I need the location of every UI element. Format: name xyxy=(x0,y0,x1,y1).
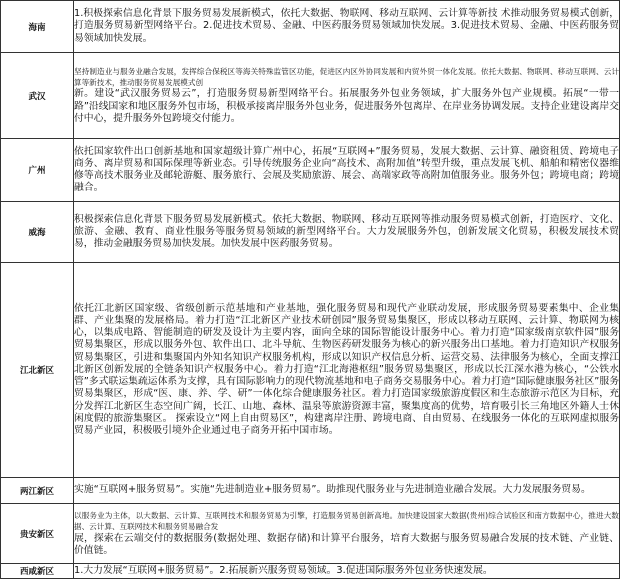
description-cell xyxy=(74,53,620,139)
table-row xyxy=(1,202,620,263)
region-cell: 西咸新区 xyxy=(1,564,74,579)
description-cell xyxy=(74,139,620,202)
table-row xyxy=(1,139,620,202)
description-text: 积极探索信息化背景下服务贸易发展新模式。依托大数据、物联网、移动互联网等推动服务贸易模式创新，打造医疗、文化、旅游、金融、教育、商业性服务等服务贸易领域的新型网络平台。大力发展服务外包，创新发展文化贸易，积极发展技术贸易，推动金融服务贸易加快发展。加快发展中医药服务贸易。 xyxy=(74,213,619,250)
table-row xyxy=(1,263,620,478)
description-text: 新。建设“武汉服务贸易云”，打造服务贸易新型网络平台。拓展服务外包业务领域，扩大服务外包产业规模。拓展“一带一路”沿线国家和地区服务外包市场，积极承接离岸服务外包业务，促进服务外包离岸、在岸业务协调发展。支持企业建设离岸交付中心，提升服务外包跨境交付能力。 xyxy=(74,88,619,124)
region-cell: 威海 xyxy=(1,202,74,263)
description-text: 展，探索在云端交付的数据服务(数据处理、数据存储)和计算平台服务，培育大数据与服务贸易融合发展的技术链、产业链、价值链。 xyxy=(74,532,619,556)
table-row xyxy=(1,504,620,564)
description-cell xyxy=(74,504,620,564)
description-text: 实施“互联网+服务贸易”。实施“先进制造业+服务贸易”。助推现代服务业与先进制造业融合发展。大力发展服务贸易。 xyxy=(74,484,591,496)
description-text-small: 以服务业为主体，以大数据、云计算、互联网技术和服务贸易为引擎，打造服务贸易创新高地。加快建设国家大数据(贵州)综合试验区和南方数据中心，推进大数据、云计算、互联网技术和服务贸易融合发 xyxy=(74,511,619,532)
description-text: 依托江北新区国家级、省级创新示范基地和产业基地，强化服务贸易和现代产业联动发展，形成服务贸易要素集中、企业集群、产业集聚的发展格局。着力打造“江北新区产业技术研创园”服务贸易集聚区，形成以移动互联网、云计算、物联网为核心，以集成电路、智能制造的研发及设计为主要内容，面向全球的国际智能设计服务中心。着力打造“国家级南京软件园”服务贸易集聚区，形成以服务外包、软件出口、北斗导航、生物医药研发服务为核心的新兴服务出口基地。着力打造知识产权服务贸易集聚区，引进和集聚国内外知名知识产权服务机构，形成以知识产权信息分析、运营交易、法律服务为核心，全面支撑江北新区创新发展的全链条知识产权服务中心。着力打造“江北海港枢纽”服务贸易集聚区，形成以长江深水港为核心，“公铁水管”多式联运集疏运体系为支撑，具有国际影响力的现代物流基地和电子商务交易服务中心。着力打造“国际健康服务社区”服务贸易集聚区，形成“医、康、养、学、研”一体化综合健康服务社区。着力打造国家级旅游度假区和生态旅游示范区为目标，充分发挥江北新区生态空间广阔，长江、山地、森林、温泉等旅游资源丰富，聚集度高的优势，培育吸引长三角地区外籍人士休闲度假的旅游集聚区。 探索设立“网上自由贸易区”，构建离岸注册、跨境电商、自由贸易、在线服务一体化的互联网虚拟服务贸易产业园，积极吸引境外企业通过电子商务开拓中国市场。 xyxy=(74,302,619,436)
description-cell xyxy=(74,263,620,478)
description-cell xyxy=(74,202,620,263)
description-text: 依托国家软件出口创新基地和国家超级计算广州中心，拓展“互联网+”服务贸易，发展大数据、云计算、融资租赁、跨境电子商务、离岸贸易和国际保理等新业态。引导传统服务企业向“高技术、高附加值”转型升级，重点发展飞机、船舶和精密仪器维修等高技术服务业及邮轮游艇、服务旅行、会展及奖励旅游、展会、高端家政等高附加值服务业。服务外包；跨境电商；跨境融合。 xyxy=(74,145,619,194)
description-text: 1.积极探索信息化背景下服务贸易发展新模式，依托大数据、物联网、移动互联网、云计算等新技 术推动服务贸易模式创新，打造服务贸易新型网络平台。2.促进技术贸易、金融、中医药服务贸易领域加快发展。3.促进技术贸易、金融、中医药服务贸易领域加快发展。 xyxy=(74,8,619,44)
table-row xyxy=(1,564,620,579)
table-row xyxy=(1,478,620,504)
region-cell: 武汉 xyxy=(1,53,74,139)
description-cell xyxy=(74,1,620,53)
description-cell xyxy=(74,564,620,579)
region-cell: 广州 xyxy=(1,139,74,202)
region-cell: 江北新区 xyxy=(1,263,74,478)
region-cell: 贵安新区 xyxy=(1,504,74,564)
description-text-small: 坚持制造业与服务业融合发展，发挥综合保税区等海关特殊监管区功能，促进区内区外协同发展和内贸外贸一体化发展。依托大数据、物联网、移动互联网、云计算等新技术，推动服务贸易发展模式创 xyxy=(74,66,619,88)
table-row xyxy=(1,53,620,139)
region-cell: 海南 xyxy=(1,1,74,53)
description-text: 1.大力发展“互联网+服务贸易”。2.拓展新兴服务贸易领域。3.促进国际服务外包业务快速发展。 xyxy=(74,564,493,576)
table-row xyxy=(1,1,620,53)
description-cell xyxy=(74,478,620,504)
region-cell: 两江新区 xyxy=(1,478,74,504)
